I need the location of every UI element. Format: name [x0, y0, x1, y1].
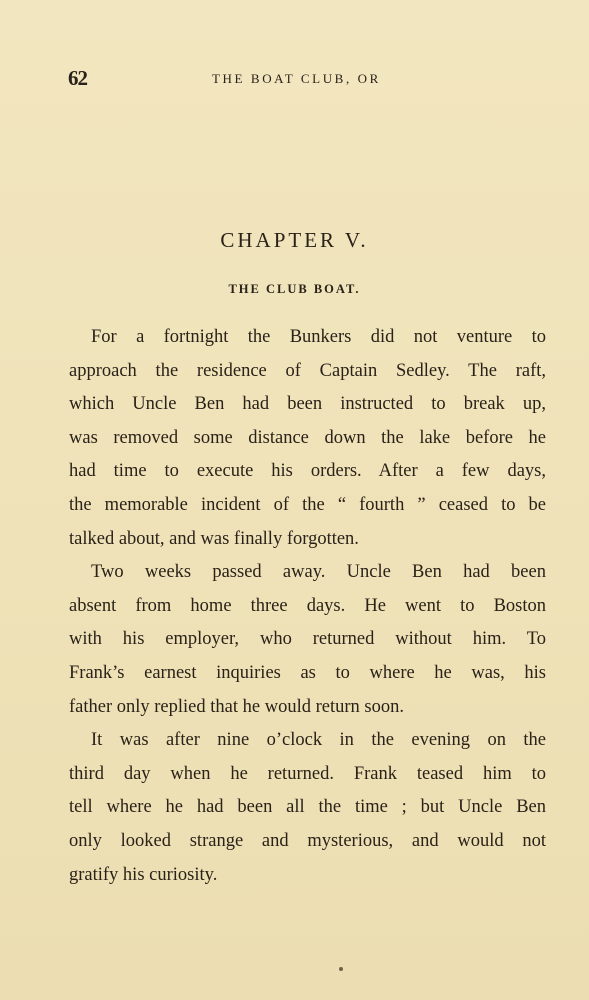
text-line: It was after nine o’clock in the evening on the [91, 730, 546, 751]
text-line: the memorable incident of the “ fourth ” ceased to be [69, 494, 546, 515]
text-line: with his employer, who returned without him. To [69, 629, 546, 650]
ink-speck [339, 967, 343, 971]
body-text [69, 321, 546, 892]
text-line: third day when he returned. Frank teased him to [69, 763, 546, 784]
chapter-subtitle: THE CLUB BOAT. [228, 282, 361, 296]
running-head [66, 66, 546, 90]
text-line: approach the residence of Captain Sedley. The raft, [69, 360, 546, 381]
text-line: which Uncle Ben had been instructed to break up, [69, 394, 546, 415]
chapter-heading: CHAPTER V. [220, 228, 369, 252]
text-line: absent from home three days. He went to Boston [69, 595, 546, 616]
text-line: only looked strange and mysterious, and would not [69, 830, 546, 851]
text-line: had time to execute his orders. After a few days, [69, 461, 546, 482]
paragraph-3 [69, 724, 546, 892]
page-number: 62 [68, 66, 87, 90]
text-line: Frank’s earnest inquiries as to where he was, his [69, 662, 546, 683]
text-line: For a fortnight the Bunkers did not venture to [91, 327, 546, 347]
text-line: tell where he had been all the time ; but Uncle Ben [69, 797, 546, 818]
text-line: Two weeks passed away. Uncle Ben had been [91, 562, 546, 583]
text-line: father only replied that he would return soon. [69, 696, 404, 717]
paragraph-1 [69, 321, 546, 556]
text-line: talked about, and was finally forgotten. [69, 528, 359, 549]
text-line: was removed some distance down the lake before he [69, 427, 546, 448]
text-line: gratify his curiosity. [69, 864, 218, 885]
paragraph-2 [69, 556, 546, 724]
running-title: THE BOAT CLUB, OR [212, 71, 381, 86]
